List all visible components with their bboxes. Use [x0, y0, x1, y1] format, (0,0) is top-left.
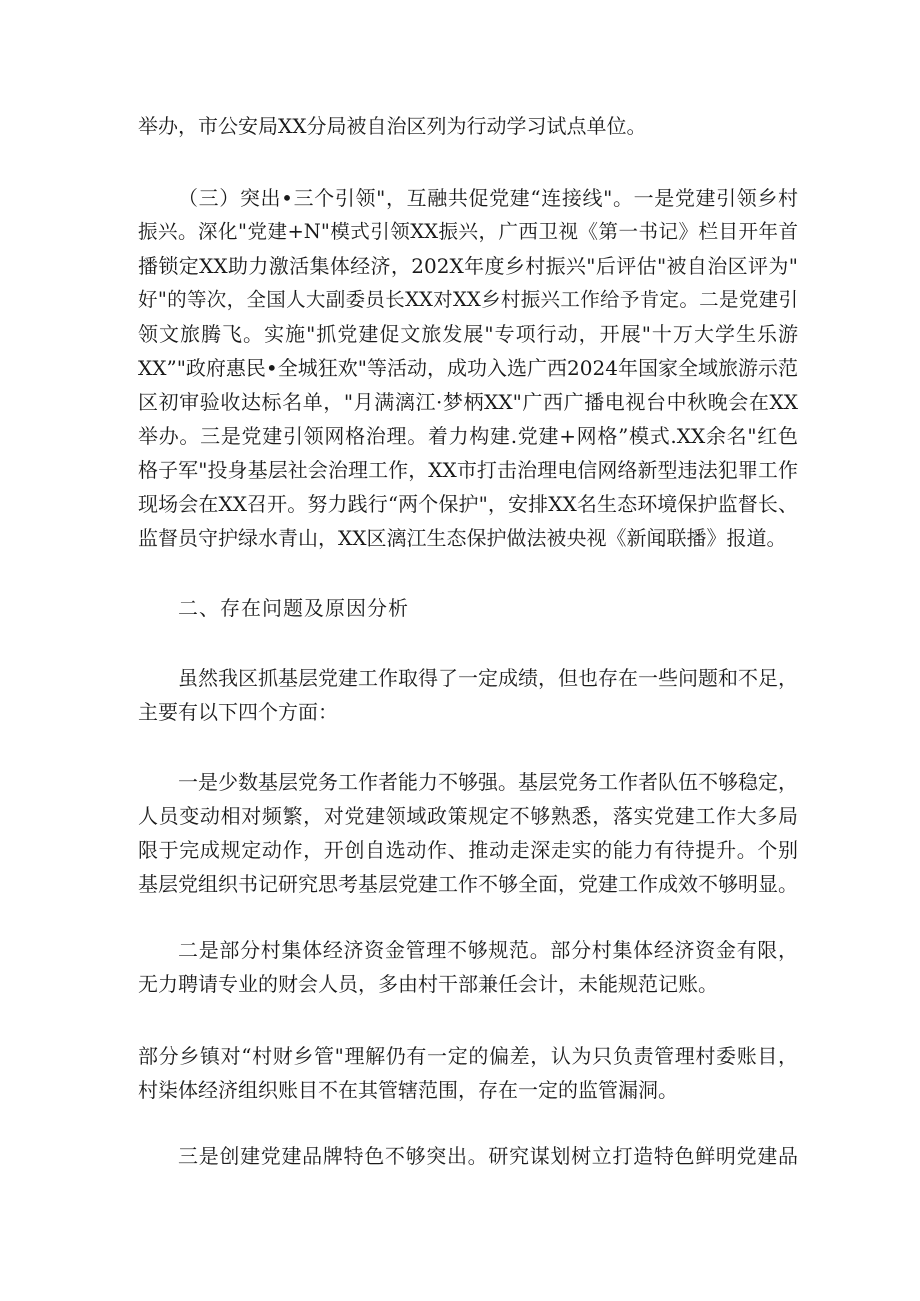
text-line: 二是部分村集体经济资金管理不够规范。部分村集体经济资金有限，: [178, 938, 798, 962]
text-line: 一是少数基层党务工作者能力不够强。基层党务工作者队伍不够稳定，: [178, 770, 798, 794]
text-line: 区初审验收达标名单，"月满漓江·梦柄XX"广西广播电视台中秋晚会在XX: [138, 390, 798, 414]
text-line: 现场会在XX召开。努力践行“两个保护"，安排XX名生态环境保护监督长、: [138, 492, 798, 516]
text-line: XX”"政府惠民•全城狂欢"等活动，成功入选广西2024年国家全域旅游示范: [138, 356, 798, 380]
text-line: 主要有以下四个方面：: [138, 700, 338, 724]
text-line: 好"的等次，全国人大副委员长XX对XX乡村振兴工作给予肯定。二是党建引: [138, 288, 798, 311]
text-line: 虽然我区抓基层党建工作取得了一定成绩，但也存在一些问题和不足，: [178, 666, 798, 690]
text-line: 监督员守护绿水青山，XX区漓江生态保护做法被央视《新闻联播》报道。: [138, 526, 787, 550]
section-heading: 二、存在问题及原因分析: [178, 596, 409, 620]
text-line: （三）突出•三个引领"，互融共促党建“连接线"。一是党建引领乡村: [178, 186, 798, 210]
text-line: 无力聘请专业的财会人员，多由村干部兼任会计，未能规范记账。: [138, 972, 718, 996]
text-line: 限于完成规定动作，开创自选动作、推动走深走实的能力有待提升。个别: [138, 838, 798, 862]
text-line: 基层党组织书记研究思考基层党建工作不够全面，党建工作成效不够明显。: [138, 872, 798, 896]
text-line: 振兴。深化"党建+N"模式引领XX振兴，广西卫视《第一书记》栏目开年首: [138, 220, 798, 243]
text-line: 人员变动相对频繁，对党建领域政策规定不够熟悉，落实党建工作大多局: [138, 804, 798, 828]
text-line: 格子军"投身基层社会治理工作，XX市打击治理电信网络新型违法犯罪工作: [138, 458, 798, 482]
text-line: 领文旅腾飞。实施"抓党建促文旅发展"专项行动，开展"十万大学生乐游: [138, 322, 798, 346]
text-line: 举办。三是党建引领网格治理。着力构建.党建+网格”模式.XX余名"红色: [138, 424, 798, 448]
text-line: 播锁定XX助力激活集体经济，202X年度乡村振兴"后评估"被自治区评为": [138, 254, 798, 278]
text-line: 三是创建党建品牌特色不够突出。研究谋划树立打造特色鲜明党建品: [178, 1144, 798, 1168]
text-line: 举办，市公安局XX分局被自治区列为行动学习试点单位。: [138, 114, 647, 138]
text-line: 村柒体经济组织账目不在其管辖范围，存在一定的监管漏洞。: [138, 1078, 678, 1102]
text-line: 部分乡镇对“村财乡管"理解仍有一定的偏差，认为只负责管理村委账目，: [138, 1044, 798, 1068]
